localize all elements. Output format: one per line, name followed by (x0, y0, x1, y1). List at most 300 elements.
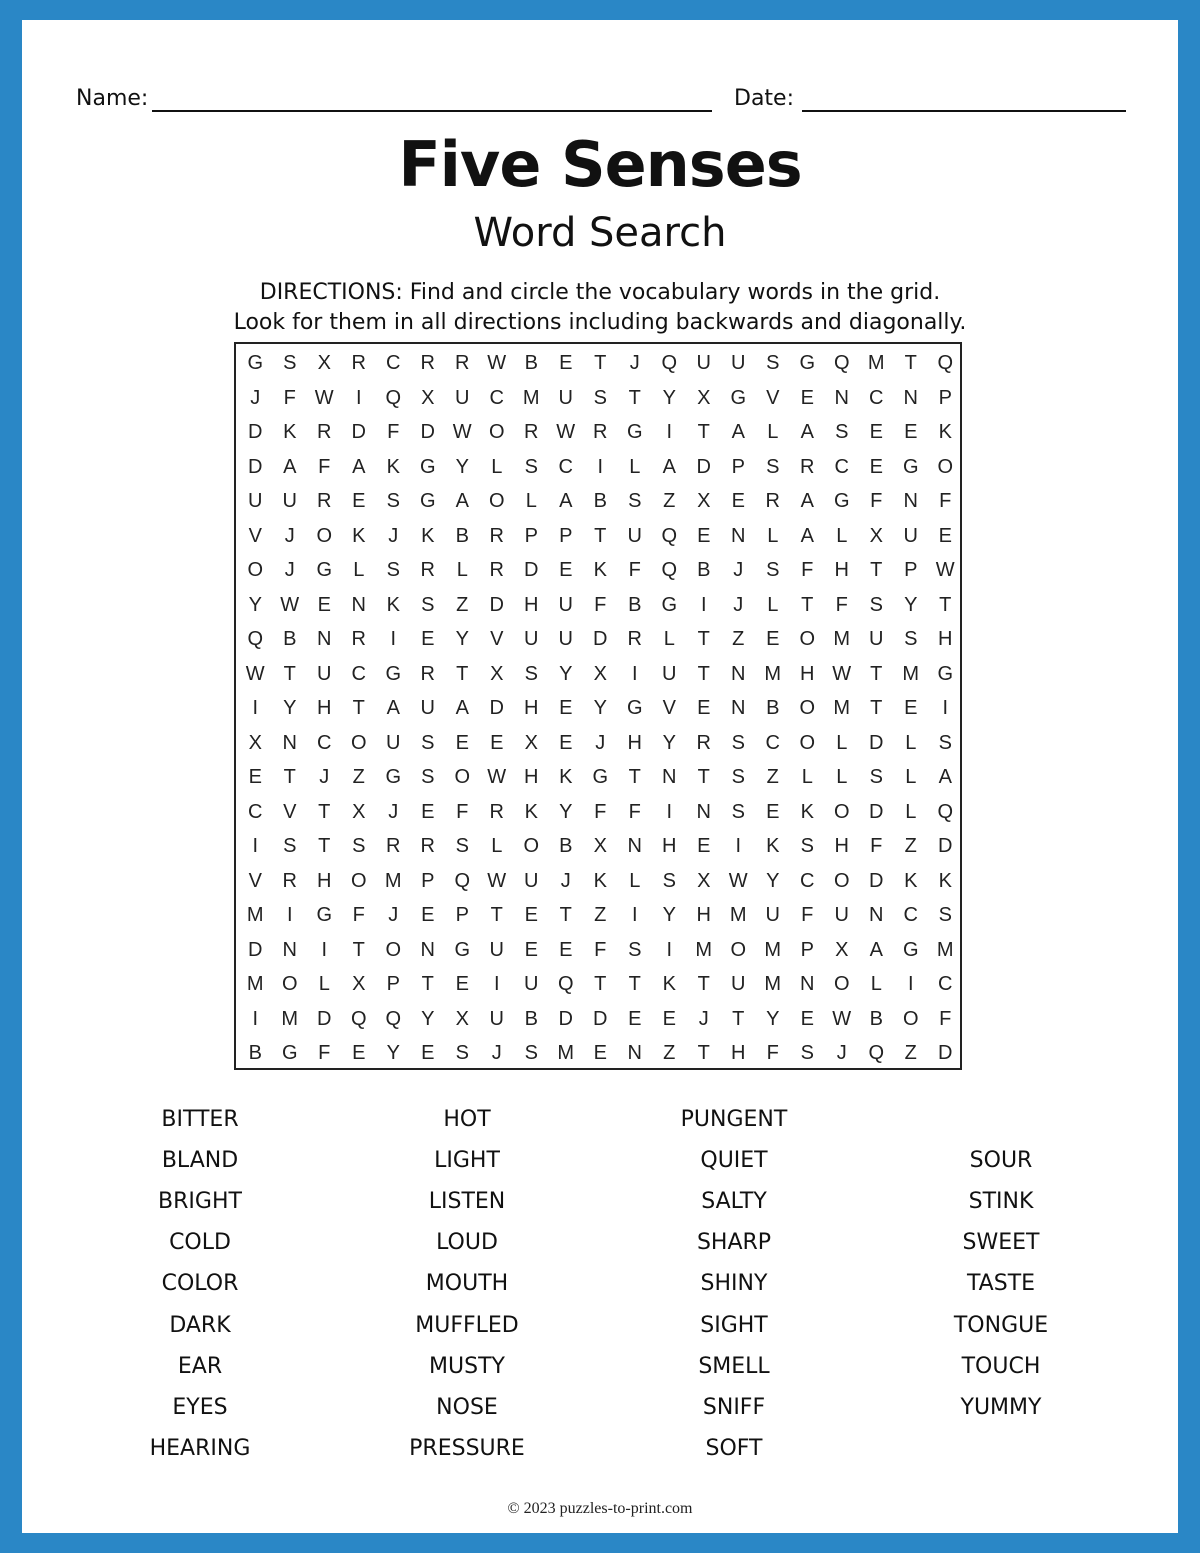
grid-letter[interactable]: Z (456, 593, 469, 616)
grid-letter[interactable]: E (559, 352, 573, 374)
grid-letter[interactable]: I (666, 800, 673, 823)
grid-letter[interactable]: N (627, 1042, 642, 1064)
grid-letter[interactable]: U (455, 386, 470, 409)
grid-letter[interactable]: D (938, 1042, 953, 1064)
grid-letter[interactable]: K (421, 524, 435, 547)
grid-letter[interactable]: M (557, 1042, 575, 1064)
grid-letter[interactable]: M (729, 904, 747, 926)
grid-letter[interactable]: D (558, 1007, 573, 1030)
grid-letter[interactable]: Y (662, 386, 676, 409)
grid-letter[interactable]: E (524, 904, 538, 926)
grid-letter[interactable]: Q (557, 973, 574, 995)
grid-letter[interactable]: U (662, 662, 677, 685)
grid-letter[interactable]: Q (937, 800, 954, 823)
grid-letter[interactable]: M (246, 973, 264, 995)
grid-letter[interactable]: T (939, 593, 952, 616)
grid-letter[interactable]: R (593, 421, 608, 443)
grid-letter[interactable]: J (319, 766, 330, 788)
grid-letter[interactable]: B (593, 490, 607, 512)
grid-letter[interactable]: K (938, 869, 952, 892)
grid-letter[interactable]: I (700, 593, 707, 616)
grid-letter[interactable]: M (902, 662, 920, 685)
grid-letter[interactable]: X (593, 835, 607, 857)
grid-letter[interactable]: T (870, 697, 883, 719)
grid-letter[interactable]: O (523, 835, 540, 857)
grid-letter[interactable]: E (455, 973, 469, 995)
grid-letter[interactable]: Q (385, 386, 402, 409)
grid-letter[interactable]: G (316, 904, 333, 926)
grid-letter[interactable]: R (627, 628, 642, 650)
grid-letter[interactable]: M (281, 1007, 299, 1030)
grid-letter[interactable]: L (870, 973, 882, 995)
grid-letter[interactable]: N (351, 593, 366, 616)
grid-letter[interactable]: S (524, 662, 538, 685)
grid-letter[interactable]: H (524, 697, 539, 719)
grid-letter[interactable]: K (524, 800, 538, 823)
grid-letter[interactable]: N (696, 800, 711, 823)
grid-letter[interactable]: M (764, 938, 782, 961)
grid-letter[interactable]: G (281, 1042, 298, 1064)
grid-letter[interactable]: K (283, 421, 297, 443)
grid-letter[interactable]: R (420, 835, 435, 857)
grid-letter[interactable]: G (799, 352, 816, 374)
grid-letter[interactable]: S (662, 869, 676, 892)
grid-letter[interactable]: U (558, 593, 573, 616)
grid-letter[interactable]: N (869, 904, 884, 926)
grid-letter[interactable]: M (936, 938, 954, 961)
grid-letter[interactable]: H (834, 559, 849, 581)
grid-letter[interactable]: U (386, 731, 401, 754)
grid-letter[interactable]: X (869, 524, 883, 547)
grid-letter[interactable]: I (907, 973, 914, 995)
grid-letter[interactable]: E (559, 938, 573, 961)
grid-letter[interactable]: P (559, 524, 573, 547)
grid-letter[interactable]: Z (663, 490, 676, 512)
grid-letter[interactable]: S (869, 593, 883, 616)
grid-letter[interactable]: O (488, 421, 505, 443)
grid-letter[interactable]: M (522, 386, 540, 409)
grid-letter[interactable]: L (767, 421, 779, 443)
grid-letter[interactable]: S (283, 352, 297, 374)
grid-letter[interactable]: N (731, 662, 746, 685)
grid-letter[interactable]: K (938, 421, 952, 443)
grid-letter[interactable]: M (833, 697, 851, 719)
grid-letter[interactable]: R (765, 490, 780, 512)
grid-letter[interactable]: S (524, 1042, 538, 1064)
grid-letter[interactable]: E (766, 800, 780, 823)
grid-letter[interactable]: D (420, 421, 435, 443)
grid-letter[interactable]: G (592, 766, 609, 788)
grid-letter[interactable]: A (283, 455, 297, 478)
grid-letter[interactable]: F (594, 593, 607, 616)
grid-letter[interactable]: L (629, 869, 641, 892)
grid-letter[interactable]: U (489, 1007, 504, 1030)
grid-letter[interactable]: A (455, 697, 469, 719)
grid-letter[interactable]: F (939, 1007, 952, 1030)
grid-letter[interactable]: O (247, 559, 264, 581)
grid-letter[interactable]: E (352, 1042, 366, 1064)
grid-letter[interactable]: N (800, 973, 815, 995)
grid-letter[interactable]: Z (352, 766, 365, 788)
grid-letter[interactable]: Q (937, 352, 954, 374)
grid-letter[interactable]: N (282, 938, 297, 961)
grid-letter[interactable]: G (937, 662, 954, 685)
grid-letter[interactable]: Z (904, 1042, 917, 1064)
grid-letter[interactable]: P (904, 559, 918, 581)
grid-letter[interactable]: X (421, 386, 435, 409)
grid-letter[interactable]: R (420, 352, 435, 374)
grid-letter[interactable]: S (904, 628, 918, 650)
grid-letter[interactable]: D (248, 421, 263, 443)
grid-letter[interactable]: L (836, 524, 848, 547)
grid-letter[interactable]: Y (766, 1007, 780, 1030)
grid-letter[interactable]: S (731, 766, 745, 788)
grid-letter[interactable]: F (870, 490, 883, 512)
grid-letter[interactable]: S (283, 835, 297, 857)
grid-letter[interactable]: I (666, 938, 673, 961)
grid-letter[interactable]: I (252, 697, 259, 719)
grid-letter[interactable]: B (697, 559, 711, 581)
grid-letter[interactable]: O (281, 973, 298, 995)
grid-letter[interactable]: K (904, 869, 918, 892)
grid-letter[interactable]: Y (421, 1007, 435, 1030)
grid-letter[interactable]: L (456, 559, 468, 581)
grid-letter[interactable]: T (456, 662, 469, 685)
grid-letter[interactable]: I (493, 973, 500, 995)
grid-letter[interactable]: T (594, 524, 607, 547)
grid-letter[interactable]: U (834, 904, 849, 926)
grid-letter[interactable]: Y (662, 904, 676, 926)
grid-letter[interactable]: N (420, 938, 435, 961)
grid-letter[interactable]: Y (248, 593, 262, 616)
grid-letter[interactable]: D (524, 559, 539, 581)
grid-letter[interactable]: A (800, 524, 814, 547)
grid-letter[interactable]: F (594, 800, 607, 823)
grid-letter[interactable]: T (559, 904, 572, 926)
grid-letter[interactable]: Q (454, 869, 471, 892)
grid-letter[interactable]: B (524, 1007, 538, 1030)
grid-letter[interactable]: C (765, 731, 780, 754)
grid-letter[interactable]: O (799, 697, 816, 719)
grid-letter[interactable]: H (524, 766, 539, 788)
grid-letter[interactable]: D (593, 628, 608, 650)
grid-letter[interactable]: F (801, 559, 814, 581)
grid-letter[interactable]: H (696, 904, 711, 926)
grid-letter[interactable]: K (559, 766, 573, 788)
grid-letter[interactable]: Z (663, 1042, 676, 1064)
grid-letter[interactable]: V (248, 524, 262, 547)
grid-letter[interactable]: G (385, 766, 402, 788)
grid-letter[interactable]: U (248, 490, 263, 512)
grid-letter[interactable]: E (352, 490, 366, 512)
grid-letter[interactable]: E (593, 1042, 607, 1064)
grid-letter[interactable]: W (487, 869, 507, 892)
grid-letter[interactable]: T (697, 1042, 710, 1064)
grid-letter[interactable]: Q (350, 1007, 367, 1030)
grid-letter[interactable]: J (629, 352, 640, 374)
grid-letter[interactable]: U (731, 352, 746, 374)
grid-letter[interactable]: G (626, 697, 643, 719)
grid-letter[interactable]: M (833, 628, 851, 650)
grid-letter[interactable]: T (490, 904, 503, 926)
grid-letter[interactable]: A (455, 490, 469, 512)
grid-letter[interactable]: B (766, 697, 780, 719)
grid-letter[interactable]: M (246, 904, 264, 926)
grid-letter[interactable]: U (731, 973, 746, 995)
grid-letter[interactable]: C (558, 455, 573, 478)
grid-letter[interactable]: Y (283, 697, 297, 719)
grid-letter[interactable]: J (698, 1007, 709, 1030)
grid-letter[interactable]: V (490, 628, 504, 650)
grid-letter[interactable]: L (836, 731, 848, 754)
grid-letter[interactable]: O (799, 731, 816, 754)
grid-letter[interactable]: L (801, 766, 813, 788)
grid-letter[interactable]: T (870, 559, 883, 581)
grid-letter[interactable]: W (245, 662, 265, 685)
grid-letter[interactable]: X (490, 662, 504, 685)
grid-letter[interactable]: S (938, 904, 952, 926)
grid-letter[interactable]: R (386, 835, 401, 857)
grid-letter[interactable]: Y (559, 800, 573, 823)
grid-letter[interactable]: T (421, 973, 434, 995)
grid-letter[interactable]: S (352, 835, 366, 857)
grid-letter[interactable]: R (282, 869, 297, 892)
grid-letter[interactable]: J (388, 524, 399, 547)
grid-letter[interactable]: E (559, 559, 573, 581)
grid-letter[interactable]: O (488, 490, 505, 512)
grid-letter[interactable]: A (731, 421, 745, 443)
grid-letter[interactable]: E (800, 386, 814, 409)
grid-letter[interactable]: J (733, 593, 744, 616)
grid-letter[interactable]: E (559, 697, 573, 719)
grid-letter[interactable]: U (765, 904, 780, 926)
grid-letter[interactable]: F (352, 904, 365, 926)
grid-letter[interactable]: T (697, 421, 710, 443)
grid-letter[interactable]: K (800, 800, 814, 823)
grid-letter[interactable]: T (318, 835, 331, 857)
grid-letter[interactable]: M (384, 869, 402, 892)
grid-letter[interactable]: Q (833, 352, 850, 374)
grid-letter[interactable]: O (730, 938, 747, 961)
grid-letter[interactable]: T (697, 973, 710, 995)
grid-letter[interactable]: N (903, 490, 918, 512)
grid-letter[interactable]: M (867, 352, 885, 374)
grid-letter[interactable]: K (386, 455, 400, 478)
grid-letter[interactable]: F (318, 1042, 331, 1064)
grid-letter[interactable]: O (350, 869, 367, 892)
grid-letter[interactable]: T (594, 352, 607, 374)
grid-letter[interactable]: E (904, 421, 918, 443)
grid-letter[interactable]: Q (661, 559, 678, 581)
grid-letter[interactable]: F (939, 490, 952, 512)
grid-letter[interactable]: S (766, 455, 780, 478)
grid-letter[interactable]: R (489, 524, 504, 547)
grid-letter[interactable]: E (559, 731, 573, 754)
grid-letter[interactable]: A (938, 766, 952, 788)
grid-letter[interactable]: G (730, 386, 747, 409)
grid-letter[interactable]: G (661, 593, 678, 616)
grid-letter[interactable]: U (696, 352, 711, 374)
grid-letter[interactable]: S (386, 559, 400, 581)
grid-letter[interactable]: K (593, 869, 607, 892)
grid-letter[interactable]: L (767, 593, 779, 616)
grid-letter[interactable]: N (834, 386, 849, 409)
grid-letter[interactable]: L (525, 490, 537, 512)
grid-letter[interactable]: C (800, 869, 815, 892)
grid-letter[interactable]: B (869, 1007, 883, 1030)
grid-letter[interactable]: S (628, 938, 642, 961)
grid-letter[interactable]: K (352, 524, 366, 547)
grid-letter[interactable]: P (938, 386, 952, 409)
grid-letter[interactable]: Q (385, 1007, 402, 1030)
grid-letter[interactable]: X (697, 490, 711, 512)
grid-letter[interactable]: T (352, 938, 365, 961)
grid-letter[interactable]: C (903, 904, 918, 926)
grid-letter[interactable]: T (628, 766, 641, 788)
grid-letter[interactable]: W (832, 662, 852, 685)
grid-letter[interactable]: I (631, 662, 638, 685)
grid-letter[interactable]: U (869, 628, 884, 650)
grid-letter[interactable]: P (421, 869, 435, 892)
grid-letter[interactable]: T (352, 697, 365, 719)
grid-letter[interactable]: C (386, 352, 401, 374)
grid-letter[interactable]: S (421, 593, 435, 616)
grid-letter[interactable]: F (387, 421, 400, 443)
grid-letter[interactable]: B (283, 628, 297, 650)
grid-letter[interactable]: S (386, 490, 400, 512)
grid-letter[interactable]: P (524, 524, 538, 547)
grid-letter[interactable]: F (628, 800, 641, 823)
grid-letter[interactable]: R (420, 559, 435, 581)
grid-letter[interactable]: P (800, 938, 814, 961)
grid-letter[interactable]: E (421, 904, 435, 926)
grid-letter[interactable]: K (593, 559, 607, 581)
grid-letter[interactable]: H (662, 835, 677, 857)
grid-letter[interactable]: U (420, 697, 435, 719)
grid-letter[interactable]: C (489, 386, 504, 409)
grid-letter[interactable]: L (663, 628, 675, 650)
grid-letter[interactable]: X (352, 800, 366, 823)
grid-letter[interactable]: E (938, 524, 952, 547)
grid-letter[interactable]: J (560, 869, 571, 892)
grid-letter[interactable]: Z (732, 628, 745, 650)
grid-letter[interactable]: Y (559, 662, 573, 685)
grid-letter[interactable]: O (385, 938, 402, 961)
grid-letter[interactable]: G (385, 662, 402, 685)
grid-letter[interactable]: E (662, 1007, 676, 1030)
grid-letter[interactable]: F (456, 800, 469, 823)
grid-letter[interactable]: T (732, 1007, 745, 1030)
grid-letter[interactable]: A (352, 455, 366, 478)
grid-letter[interactable]: S (835, 421, 849, 443)
grid-letter[interactable]: R (489, 800, 504, 823)
grid-letter[interactable]: F (766, 1042, 779, 1064)
grid-letter[interactable]: K (386, 593, 400, 616)
grid-letter[interactable]: T (283, 662, 296, 685)
grid-letter[interactable]: T (594, 973, 607, 995)
grid-letter[interactable]: Y (904, 593, 918, 616)
grid-letter[interactable]: W (556, 421, 576, 443)
grid-letter[interactable]: B (248, 1042, 262, 1064)
grid-letter[interactable]: N (317, 628, 332, 650)
grid-letter[interactable]: W (728, 869, 748, 892)
grid-letter[interactable]: E (869, 455, 883, 478)
grid-letter[interactable]: H (834, 835, 849, 857)
grid-letter[interactable]: S (628, 490, 642, 512)
grid-letter[interactable]: X (248, 731, 262, 754)
grid-letter[interactable]: D (938, 835, 953, 857)
grid-letter[interactable]: J (284, 559, 295, 581)
grid-letter[interactable]: N (903, 386, 918, 409)
grid-letter[interactable]: G (902, 938, 919, 961)
grid-letter[interactable]: E (800, 1007, 814, 1030)
grid-letter[interactable]: Q (661, 524, 678, 547)
grid-letter[interactable]: J (836, 1042, 847, 1064)
grid-letter[interactable]: H (524, 593, 539, 616)
grid-letter[interactable]: Z (904, 835, 917, 857)
grid-letter[interactable]: L (905, 766, 917, 788)
grid-letter[interactable]: S (421, 731, 435, 754)
grid-letter[interactable]: D (489, 593, 504, 616)
grid-letter[interactable]: W (280, 593, 300, 616)
grid-letter[interactable]: Z (594, 904, 607, 926)
grid-letter[interactable]: K (662, 973, 676, 995)
grid-letter[interactable]: R (696, 731, 711, 754)
grid-letter[interactable]: M (764, 662, 782, 685)
grid-letter[interactable]: W (452, 421, 472, 443)
grid-letter[interactable]: R (420, 662, 435, 685)
grid-letter[interactable]: J (388, 904, 399, 926)
grid-letter[interactable]: E (421, 800, 435, 823)
grid-letter[interactable]: A (800, 490, 814, 512)
grid-letter[interactable]: K (766, 835, 780, 857)
grid-letter[interactable]: U (524, 869, 539, 892)
grid-letter[interactable]: V (248, 869, 262, 892)
grid-letter[interactable]: Q (661, 352, 678, 374)
grid-letter[interactable]: V (283, 800, 297, 823)
grid-letter[interactable]: L (353, 559, 365, 581)
grid-letter[interactable]: L (905, 800, 917, 823)
grid-letter[interactable]: N (627, 835, 642, 857)
grid-letter[interactable]: J (250, 386, 261, 409)
grid-letter[interactable]: O (833, 800, 850, 823)
grid-letter[interactable]: H (317, 869, 332, 892)
grid-letter[interactable]: Y (386, 1042, 400, 1064)
grid-letter[interactable]: S (731, 800, 745, 823)
grid-letter[interactable]: U (317, 662, 332, 685)
grid-letter[interactable]: N (662, 766, 677, 788)
grid-letter[interactable]: S (800, 1042, 814, 1064)
grid-letter[interactable]: C (869, 386, 884, 409)
grid-letter[interactable]: C (938, 973, 953, 995)
grid-letter[interactable]: L (767, 524, 779, 547)
grid-letter[interactable]: S (800, 835, 814, 857)
grid-letter[interactable]: S (421, 766, 435, 788)
grid-letter[interactable]: Y (766, 869, 780, 892)
grid-letter[interactable]: U (489, 938, 504, 961)
grid-letter[interactable]: C (351, 662, 366, 685)
grid-letter[interactable]: D (869, 800, 884, 823)
grid-letter[interactable]: X (697, 386, 711, 409)
grid-letter[interactable]: G (419, 455, 436, 478)
grid-letter[interactable]: F (801, 904, 814, 926)
grid-letter[interactable]: A (386, 697, 400, 719)
grid-letter[interactable]: I (355, 386, 362, 409)
grid-letter[interactable]: C (248, 800, 263, 823)
grid-letter[interactable]: U (627, 524, 642, 547)
grid-letter[interactable]: I (390, 628, 397, 650)
grid-letter[interactable]: A (559, 490, 573, 512)
